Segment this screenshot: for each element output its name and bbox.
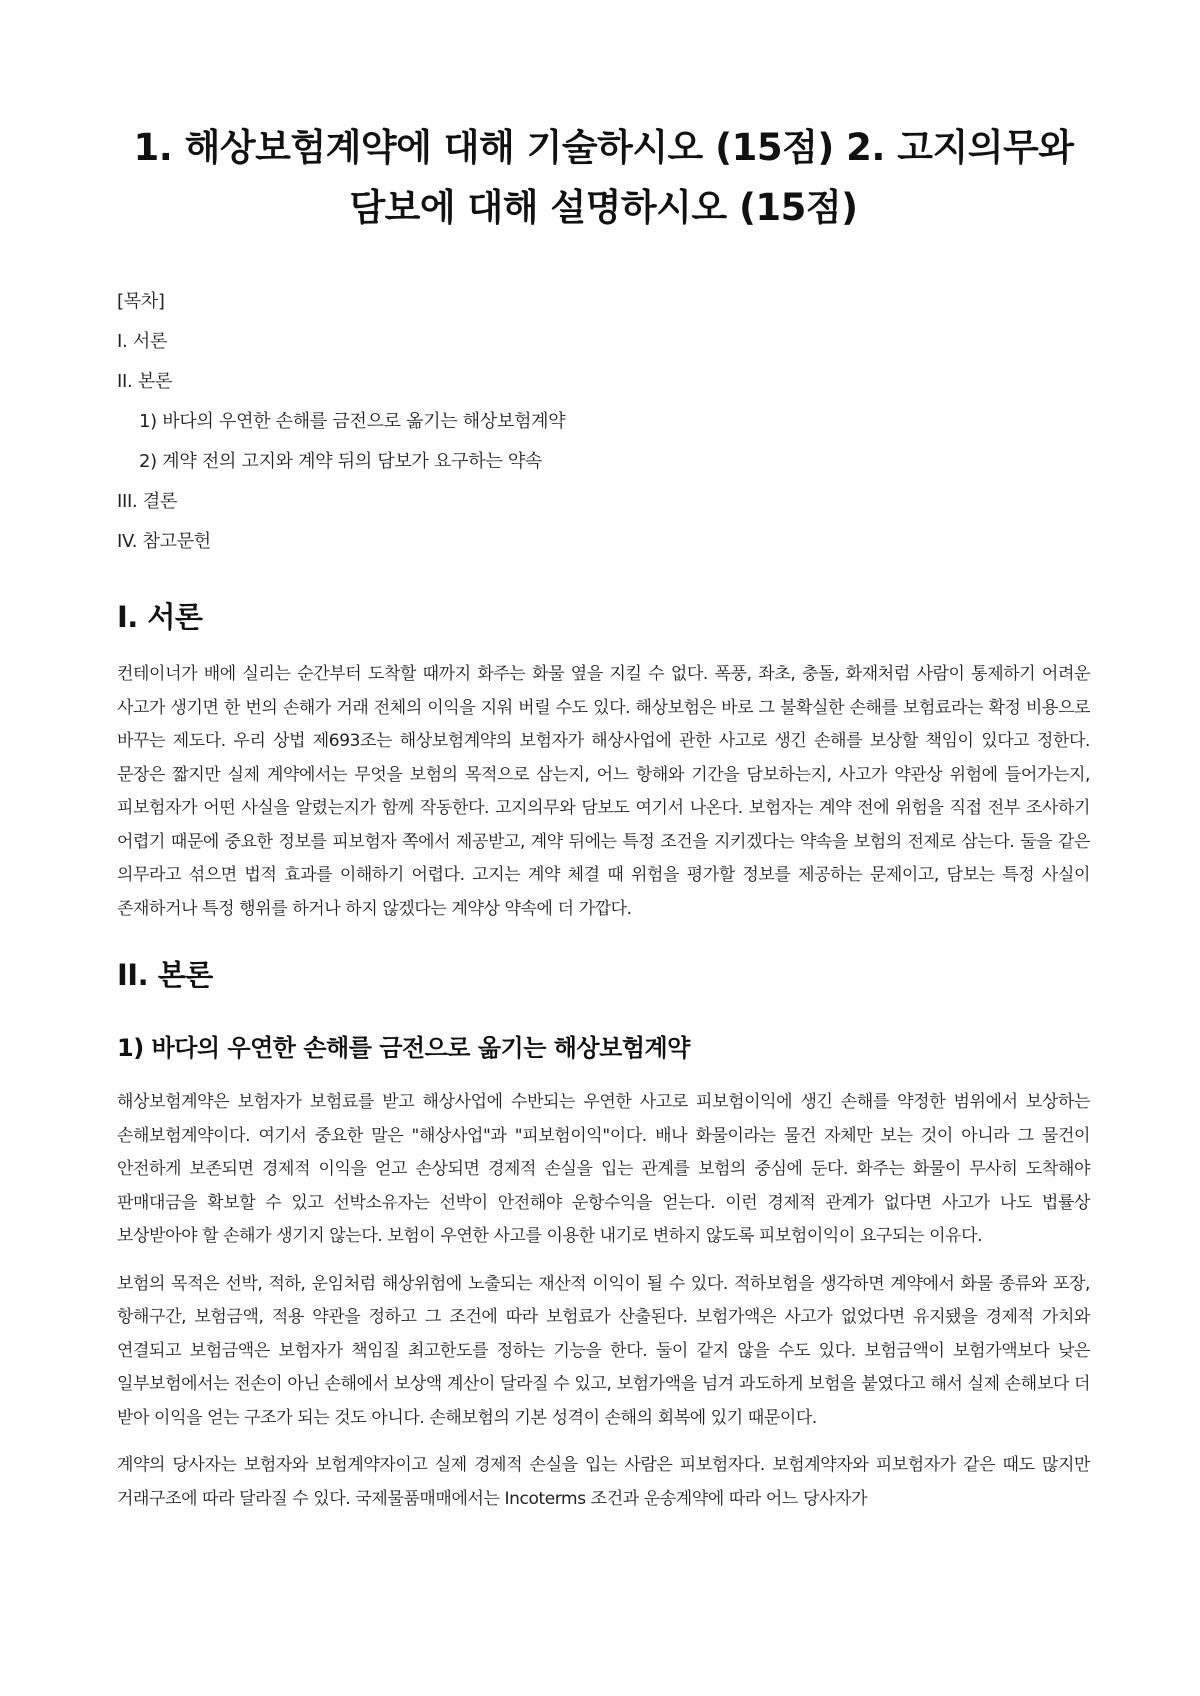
toc-item-conclusion: III. 결론 [117,491,178,512]
toc-item-body-sub1: 1) 바다의 우연한 손해를 금전으로 옮기는 해상보험계약 [139,411,566,432]
table-of-contents [117,282,1090,562]
toc-item-body-sub2: 2) 계약 전의 고지와 계약 뒤의 담보가 요구하는 약속 [139,451,543,472]
body-sub1-paragraph-1: 해상보험계약은 보험자가 보험료를 받고 해상사업에 수반되는 우연한 사고로 피보험이익에 생긴 손해를 약정한 범위에서 보상하는 손해보험계약이다. 여기서 중요한 말은 "해상사업"과 "피보험이익"이다. 배나 화물이라는 물건 자체만 보는 것이 아니라 그 물건이 안전하게 보존되면 경제적 이익을 얻고 손상되면 경제적 손실을 입는 관계를 보험의 중심에 둔다. 화주는 화물이 무사히 도착해야 판매대금을 확보할 수 있고 선박소유자는 선박이 안전해야 운항수익을 얻는다. 이런 경제적 관계가 없다면 사고가 나도 법률상 보상받아야 할 손해가 생기지 않는다. 보험이 우연한 사고를 이용한 내기로 변하지 않도록 피보험이익이 요구되는 이유다. [117,1092,1090,1246]
toc-item-body: II. 본론 [117,371,173,392]
toc-label: [목차] [117,291,165,312]
body-sub1-heading: 1) 바다의 우연한 손해를 금전으로 옮기는 해상보험계약 [117,1034,690,1062]
body-sub1-paragraph-3: 계약의 당사자는 보험자와 보험계약자이고 실제 경제적 손실을 입는 사람은 피보험자다. 보험계약자와 피보험자가 같은 때도 많지만 거래구조에 따라 달라질 수 있다. 국제물품매매에서는 Incoterms 조건과 운송계약에 따라 어느 당사자가 [117,1455,1090,1509]
intro-paragraph: 컨테이너가 배에 실리는 순간부터 도착할 때까지 화주는 화물 옆을 지킬 수 없다. 폭풍, 좌초, 충돌, 화재처럼 사람이 통제하기 어려운 사고가 생기면 한 번의 손해가 거래 전체의 이익을 지워 버릴 수도 있다. 해상보험은 바로 그 불확실한 손해를 보험료라는 확정 비용으로 바꾸는 제도다. 우리 상법 제693조는 해상보험계약의 보험자가 해상사업에 관한 사고로 생긴 손해를 보상할 책임이 있다고 정한다. 문장은 짧지만 실제 계약에서는 무엇을 보험의 목적으로 삼는지, 어느 항해와 기간을 담보하는지, 사고가 약관상 위험에 들어가는지, 피보험자가 어떤 사실을 알렸는지가 함께 작동한다. 고지의무와 담보도 여기서 나온다. 보험자는 계약 전에 위험을 직접 전부 조사하기 어렵기 때문에 중요한 정보를 피보험자 쪽에서 제공받고, 계약 뒤에는 특정 조건을 지키겠다는 약속을 보험의 전제로 삼는다. 둘을 같은 의무라고 섞으면 법적 효과를 이해하기 어렵다. 고지는 계약 체결 때 위험을 평가할 정보를 제공하는 문제이고, 담보는 특정 사실이 존재하거나 특정 행위를 하거나 하지 않겠다는 계약상 약속에 더 가깝다. [117,664,1090,919]
toc-item-intro: I. 서론 [117,331,168,352]
document-title: 1. 해상보험계약에 대해 기술하시오 (15점) 2. 고지의무와 담보에 대해 설명하시오 (15점) [133,126,1074,229]
toc-item-references: IV. 참고문헌 [117,531,211,552]
intro-section [117,596,1090,926]
body-sub1-paragraph-2: 보험의 목적은 선박, 적하, 운임처럼 해상위험에 노출되는 재산적 이익이 될 수 있다. 적하보험을 생각하면 계약에서 화물 종류와 포장, 항해구간, 보험금액, 적용 약관을 정하고 그 조건에 따라 보험료가 산출된다. 보험가액은 사고가 없었다면 유지됐을 경제적 가치와 연결되고 보험금액은 보험자가 책임질 최고한도를 정하는 기능을 한다. 둘이 같지 않을 수도 있다. 보험금액이 보험가액보다 낮은 일부보험에서는 전손이 아닌 손해에서 보상액 계산이 달라질 수 있고, 보험가액을 넘겨 과도하게 보험을 붙였다고 해서 실제 손해보다 더 받아 이익을 얻는 구조가 되는 것도 아니다. 손해보험의 기본 성격이 손해의 회복에 있기 때문이다. [117,1273,1090,1428]
body-heading: II. 본론 [117,958,213,992]
body-section [117,954,1090,1516]
intro-heading: I. 서론 [117,600,203,634]
